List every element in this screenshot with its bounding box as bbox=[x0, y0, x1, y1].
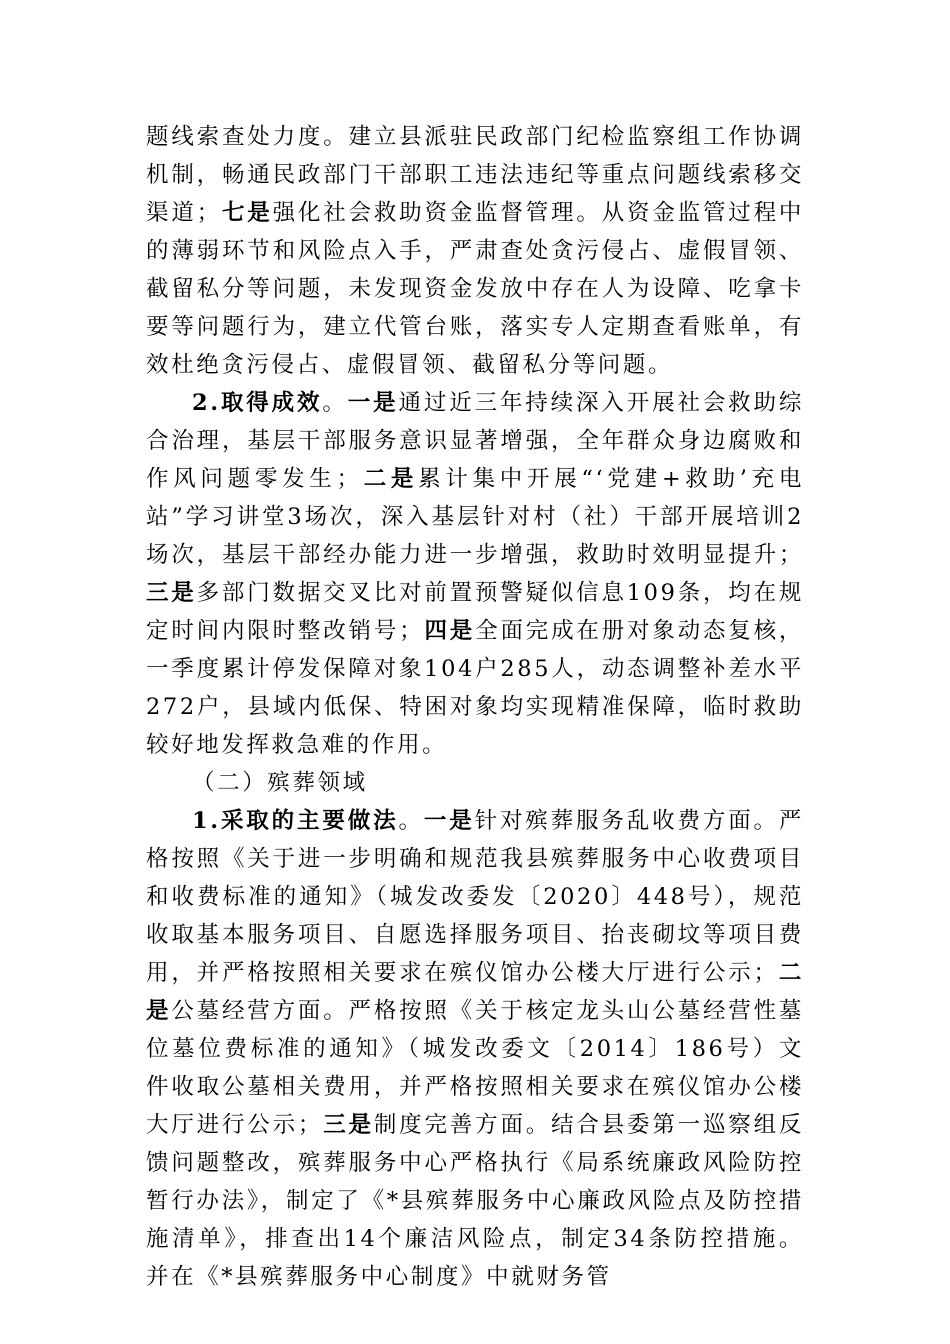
text-segment: 累计集中开展“‘党建+救助’充电站”学习讲堂3场次，深入基层针对村（社）干部开展培训2场次，基层干部经办能力进一步增强，救助时效明显提升； bbox=[146, 466, 804, 568]
text-segment: 制度完善方面。结合县委第一巡察组反馈问题整改，殡葬服务中心严格执行《局系统廉政风险防控暂行办法》，制定了《*县殡葬服务中心廉政风险点及防控措施清单》，排查出14个廉洁风险点，制定34条防控措施。并在《*县殡葬服务中心制度》中就财务管 bbox=[146, 1112, 805, 1290]
bold-marker-first: 一是 bbox=[347, 390, 399, 416]
bold-marker-third: 三是 bbox=[323, 1112, 374, 1138]
text-segment: 题线索查处力度。建立县派驻民政部门纪检监察组工作协调机制，畅通民政部门干部职工违法违纪等重点问题线索移交渠道； bbox=[146, 124, 804, 226]
text-segment: 。 bbox=[398, 808, 424, 834]
bold-marker-first: 一是 bbox=[423, 808, 475, 834]
subsection-title-results: 2.取得成效 bbox=[192, 390, 323, 416]
paragraph-supervision-continued bbox=[146, 118, 804, 384]
text-segment: 公墓经营方面。严格按照《关于核定龙头山公墓经营性墓位墓位费标准的通知》（城发改委文〔2014〕186号）文件收取公墓相关费用，并严格按照相关要求在殡仪馆办公楼大厅进行公示； bbox=[146, 998, 804, 1138]
text-segment: 强化社会救助资金监督管理。从资金监管过程中的薄弱环节和风险点入手，严肃查处贪污侵占、虚假冒领、截留私分等问题，未发现资金发放中存在人为设障、吃拿卡要等问题行为，建立代管台账，落实专人定期查看账单，有效杜绝贪污侵占、虚假冒领、截留私分等问题。 bbox=[146, 200, 804, 378]
subsection-title-measures: 1.采取的主要做法 bbox=[192, 808, 399, 834]
bold-marker-third: 三是 bbox=[146, 580, 197, 606]
paragraph-funeral-measures bbox=[146, 802, 804, 1296]
section-heading-funeral: （二）殡葬领域 bbox=[192, 770, 368, 796]
text-segment: 多部门数据交叉比对前置预警疑似信息109条，均在规定时间内限时整改销号； bbox=[146, 580, 804, 644]
paragraph-results bbox=[146, 384, 804, 764]
bold-marker-second: 二是 bbox=[146, 960, 804, 1024]
text-segment: 针对殡葬服务乱收费方面。严格按照《关于进一步明确和规范我县殡葬服务中心收费项目和收费标准的通知》（城发改委发〔2020〕448号），规范收取基本服务项目、自愿选择服务项目、抬丧砌坟等项目费用，并严格按照相关要求在殡仪馆办公楼大厅进行公示； bbox=[146, 808, 805, 986]
bold-marker-fourth: 四是 bbox=[424, 618, 476, 644]
text-segment: 全面完成在册对象动态复核，一季度累计停发保障对象104户285人，动态调整补差水平272户，县域内低保、特困对象均实现精准保障，临时救助较好地发挥救急难的作用。 bbox=[146, 618, 805, 758]
bold-marker-seventh: 七是 bbox=[221, 200, 273, 226]
text-segment: 。 bbox=[322, 390, 348, 416]
bold-marker-second: 二是 bbox=[361, 466, 419, 492]
text-segment: 通过近三年持续深入开展社会救助综合治理，基层干部服务意识显著增强，全年群众身边腐败和作风问题零发生； bbox=[146, 390, 805, 492]
document-page bbox=[146, 118, 804, 1296]
